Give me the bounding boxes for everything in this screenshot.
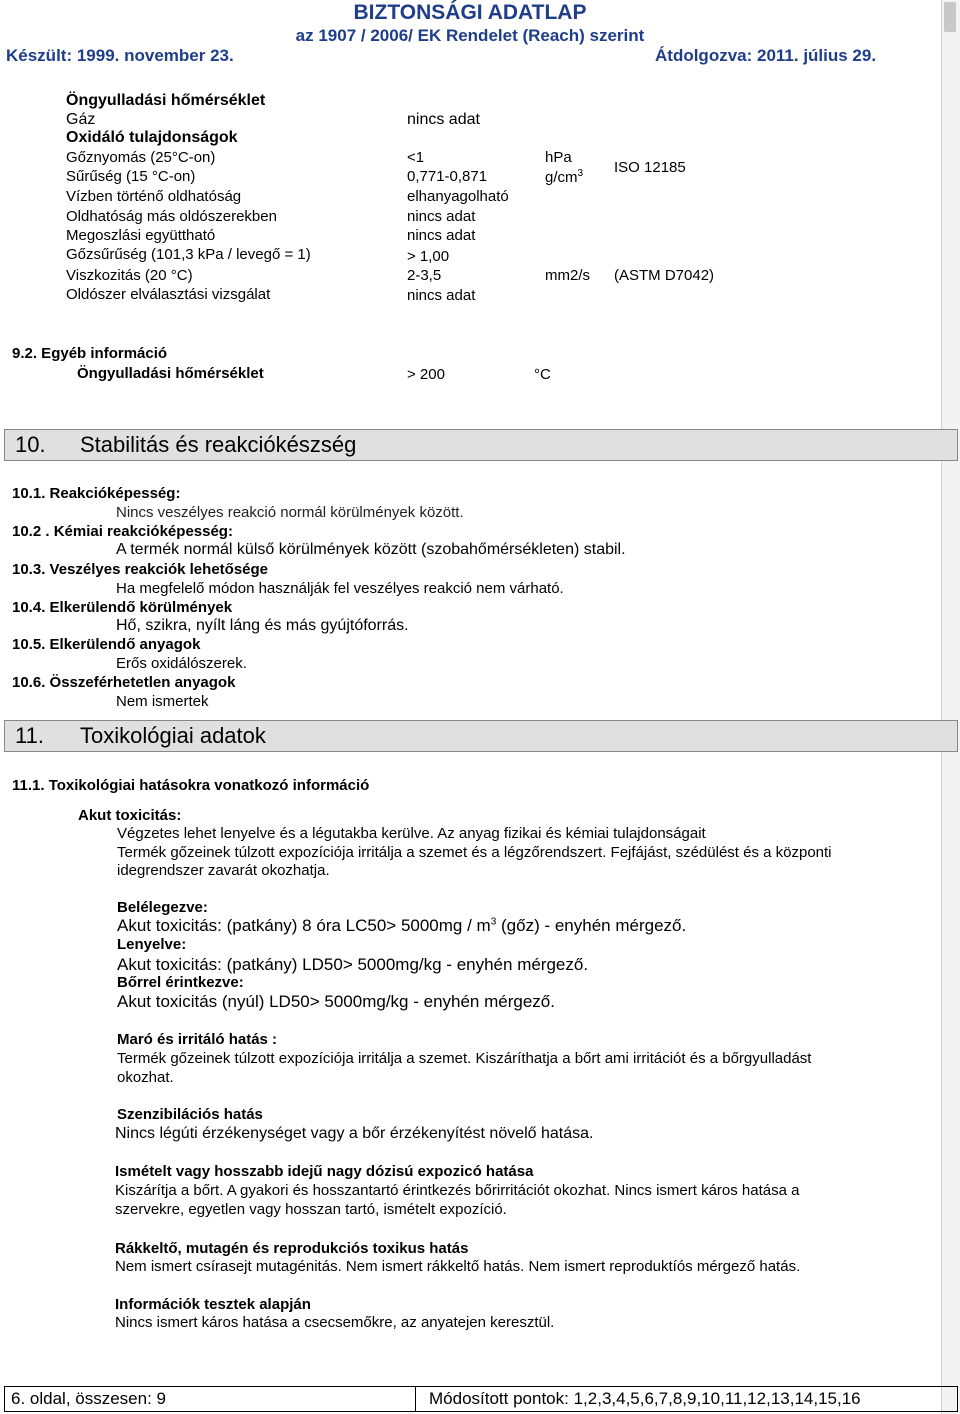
subsection-heading: 10.5. Elkerülendő anyagok <box>12 636 201 653</box>
footer-divider <box>415 1387 416 1411</box>
subsection-heading: 10.2 . Kémiai reakcióképesség: <box>12 523 233 540</box>
acute-text-part: Végzetes lehet lenyelve és a légutakba kerülve. <box>117 825 434 842</box>
prop-value: nincs adat <box>407 227 476 244</box>
scrollbar-thumb[interactable] <box>944 2 956 32</box>
acute-toxicity-text: idegrendszer zavarát okozhatja. <box>117 862 330 879</box>
test-info-text: Nincs ismert káros hatása a csecsemőkre, az anyatejen keresztül. <box>115 1314 555 1331</box>
section-9-2-heading: 9.2. Egyéb információ <box>12 345 168 362</box>
acute-toxicity-heading: Akut toxicitás: <box>78 807 182 824</box>
prop-value: 0,771-0,871 <box>407 168 488 185</box>
autoignition-label: Öngyulladási hőmérséklet <box>77 365 264 382</box>
skin-heading: Bőrrel érintkezve: <box>117 974 244 991</box>
subsection-text: Nem ismertek <box>116 693 209 710</box>
subsection-text: Erős oxidálószerek. <box>116 655 247 672</box>
prop-note: ISO 12185 <box>614 159 686 176</box>
section-number: 11. <box>15 723 44 748</box>
document-header <box>0 0 940 68</box>
prop-label: Viszkozitás (20 °C) <box>66 267 193 284</box>
test-info-heading: Információk tesztek alapján <box>115 1296 311 1313</box>
document-title: BIZTONSÁGI ADATLAP <box>353 1 587 24</box>
subsection-heading: 10.4. Elkerülendő körülmények <box>12 599 233 616</box>
subsection-heading: 10.1. Reakcióképesség: <box>12 485 181 502</box>
prop-label: Megoszlási együttható <box>66 227 216 244</box>
scrollbar[interactable] <box>941 0 960 1414</box>
cmr-heading: Rákkeltő, mutagén és reprodukciós toxikus hatás <box>115 1240 469 1257</box>
subsection-text: A termék normál külső körülmények között (szobahőmérsékleten) stabil. <box>116 541 626 558</box>
prop-label: Vízben történő oldhatóság <box>66 188 242 205</box>
corrosive-text: Termék gőzeinek túlzott expozíciója irritálja a szemet. Kiszáríthatja a bőrt ami irritációt és a bőrgyulladást <box>117 1050 812 1067</box>
prop-label: Sűrűség (15 °C-on) <box>66 168 196 185</box>
prop-note: (ASTM D7042) <box>614 267 715 284</box>
gas-label: Gáz <box>66 111 96 128</box>
document-subtitle: az 1907 / 2006/ EK Rendelet (Reach) szerint <box>295 26 645 45</box>
subsection-heading: 11.1. Toxikológiai hatásokra vonatkozó információ <box>12 777 370 794</box>
created-date: Készült: 1999. november 23. <box>6 46 234 65</box>
prop-value: nincs adat <box>407 208 476 225</box>
prop-label: Oldószer elválasztási vizsgálat <box>66 286 271 303</box>
cmr-text: Nem ismert csírasejt mutagénitás. Nem ismert rákkeltő hatás. Nem ismert reproduktíós mérgező hatás. <box>115 1258 801 1275</box>
repeated-exposure-text: szervekre, egyetlen vagy hosszan tartó, ismételt expozíció. <box>115 1201 507 1218</box>
autoignition-value: > 200 <box>407 366 445 383</box>
prop-unit-sup: 3 <box>577 168 584 179</box>
page-footer <box>4 1386 958 1412</box>
subsection-text: Hő, szikra, nyílt láng és más gyújtóforrás. <box>116 617 409 634</box>
prop-label: Gőzsűrűség (101,3 kPa / levegő = 1) <box>66 246 311 263</box>
prop-label: Gőznyomás (25°C-on) <box>66 149 216 166</box>
inhalation-text <box>117 916 686 936</box>
gas-value: nincs adat <box>407 111 480 128</box>
flash-point-heading: Öngyulladási hőmérséklet <box>66 92 266 109</box>
section-11-header <box>4 720 958 752</box>
corrosive-heading: Maró és irritáló hatás : <box>117 1031 278 1048</box>
section-title: Stabilitás és reakciókészség <box>80 432 357 457</box>
oxidizing-heading: Oxidáló tulajdonságok <box>66 129 238 146</box>
acute-toxicity-text: Termék gőzeinek túlzott expozíciója irritálja a szemet és a légzőrendszert. Fejfájást, szédülést és a központi <box>117 844 832 861</box>
ingestion-text: Akut toxicitás: (patkány) LD50> 5000mg/kg - enyhén mérgező. <box>117 955 589 974</box>
sensitization-heading: Szenzibilációs hatás <box>117 1106 263 1123</box>
section-number: 10. <box>15 432 46 457</box>
prop-unit <box>545 168 583 186</box>
repeated-exposure-heading: Ismételt vagy hosszabb idejű nagy dózisú expozicó hatása <box>115 1163 534 1180</box>
repeated-exposure-text: Kiszárítja a bőrt. A gyakori és hosszantartó érintkezés bőrirritációt okozhat. Nincs ismert káros hatása a <box>115 1182 800 1199</box>
sensitization-text: Nincs légúti érzékenységet vagy a bőr érzékenyítést növelő hatása. <box>115 1125 594 1142</box>
inhalation-text-part: Akut toxicitás: (patkány) 8 óra LC50> 5000mg / m <box>117 916 491 935</box>
prop-unit-text: g/cm <box>545 169 578 186</box>
acute-text-part: Az anyag fizikai és kémiai tulajdonságait <box>437 825 706 842</box>
section-title: Toxikológiai adatok <box>80 723 266 748</box>
prop-value: nincs adat <box>407 287 476 304</box>
subsection-text: Ha megfelelő módon használják fel veszélyes reakció nem várható. <box>116 580 564 597</box>
prop-value: <1 <box>407 149 425 166</box>
prop-value: > 1,00 <box>407 248 450 265</box>
skin-text: Akut toxicitás (nyúl) LD50> 5000mg/kg - enyhén mérgező. <box>117 992 555 1011</box>
ingestion-heading: Lenyelve: <box>117 936 187 953</box>
revised-date: Átdolgozva: 2011. július 29. <box>655 46 877 65</box>
inhalation-text-part: (gőz) - enyhén mérgező. <box>496 916 687 935</box>
prop-value: 2-3,5 <box>407 267 442 284</box>
inhalation-sup: 3 <box>490 916 497 928</box>
subsection-heading: 10.6. Összeférhetetlen anyagok <box>12 674 236 691</box>
prop-unit: mm2/s <box>545 267 590 284</box>
acute-toxicity-text <box>117 825 706 842</box>
page-number: 6. oldal, összesen: 9 <box>11 1389 166 1408</box>
prop-label: Oldhatóság más oldószerekben <box>66 208 277 225</box>
modified-points: Módosított pontok: 1,2,3,4,5,6,7,8,9,10,11,12,13,14,15,16 <box>429 1389 861 1408</box>
autoignition-unit: °C <box>534 366 551 383</box>
subsection-heading: 10.3. Veszélyes reakciók lehetősége <box>12 561 269 578</box>
corrosive-text: okozhat. <box>117 1069 174 1086</box>
inhalation-heading: Belélegezve: <box>117 899 208 916</box>
section-10-header <box>4 429 958 461</box>
prop-value: elhanyagolható <box>407 188 509 205</box>
subsection-text: Nincs veszélyes reakció normál körülmények között. <box>116 504 464 521</box>
prop-unit: hPa <box>545 149 572 166</box>
